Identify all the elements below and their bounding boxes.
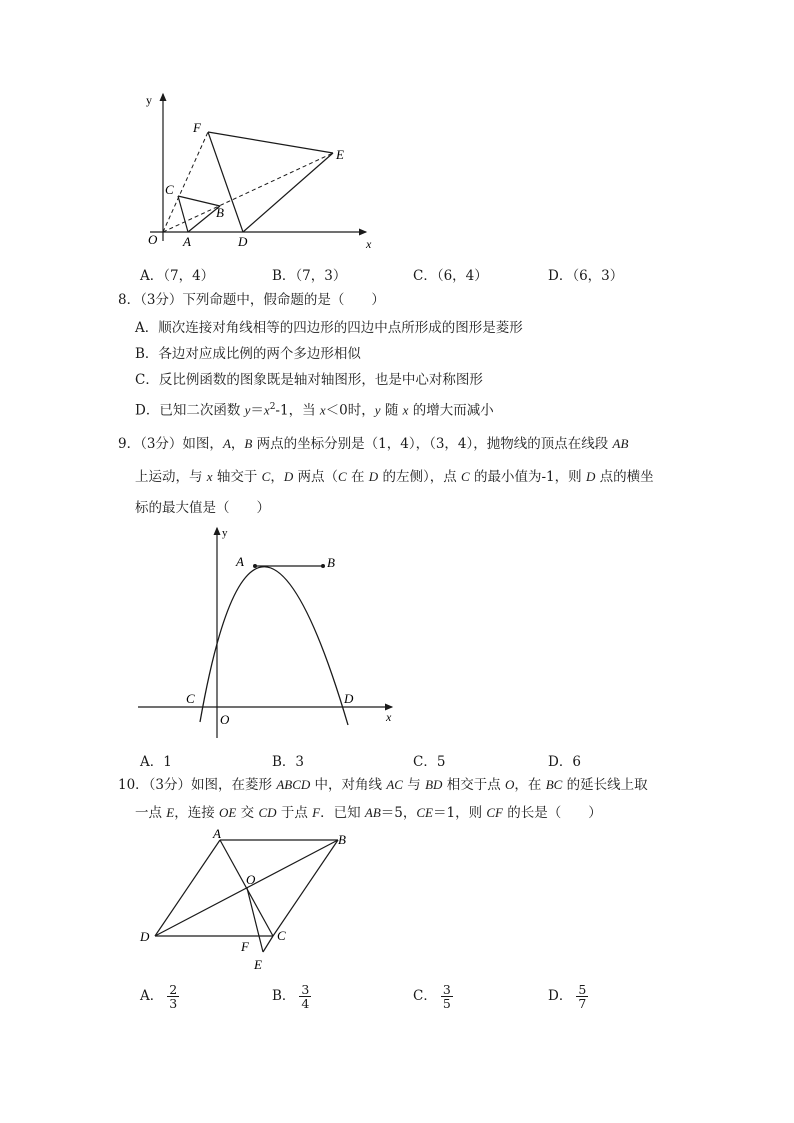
q9-label-c: C — [186, 691, 195, 706]
q10-option-b: B． $\frac{3}{4}$ — [272, 982, 310, 1012]
q9-point-b — [321, 564, 325, 568]
q10-label-c: C — [277, 928, 286, 943]
q9-option-a: A．1 — [140, 754, 172, 770]
q7-line-ca — [178, 196, 188, 232]
q10-stem-line-2: 一点 E，连接 OE 交 CD 于点 F．已知 AB＝5，CE＝1，则 CF 的长是（ ） — [135, 805, 602, 821]
q7-line-ed — [243, 153, 333, 232]
q9-option-d: D．6 — [548, 754, 581, 770]
q8-option-d: D．已知二次函数 $y=x^2-1$，当 x＜0时，y 随 x 的增大而减小 — [135, 402, 494, 419]
q9-figure — [130, 522, 400, 742]
q7-dash-oe — [163, 153, 333, 232]
q7-label-x: x — [366, 237, 372, 251]
q9-parabola — [200, 567, 348, 725]
q9-label-b: B — [327, 555, 335, 570]
q7-label-f: F — [193, 120, 201, 135]
q7-line-cb — [178, 196, 220, 206]
q10-extension-ce — [263, 936, 273, 952]
q10-figure — [130, 826, 360, 976]
q8-stem: 8．（3分）下列命题中，假命题的是（ ） — [118, 292, 385, 308]
q10-label-o: O — [246, 872, 256, 887]
q7-label-d: D — [238, 234, 248, 249]
q9-label-y: y — [222, 527, 228, 539]
q10-label-d: D — [140, 929, 150, 944]
q9-label-x: x — [386, 710, 392, 724]
q10-option-c: C． $\frac{3}{5}$ — [413, 982, 451, 1012]
q10-diagonal-bd — [155, 840, 338, 936]
q9-stem-line-1: 9．（3分）如图，A，B 两点的坐标分别是（1，4），（3，4），抛物线的顶点在线段 AB — [118, 436, 629, 452]
q7-option-c: C．（6，4） — [413, 268, 488, 284]
q9-point-a — [253, 564, 257, 568]
q10-segment-oe — [247, 888, 263, 952]
q7-line-df — [208, 132, 243, 232]
q7-label-b: B — [216, 205, 224, 220]
q9-stem-line-3: 标的最大值是（ ） — [135, 500, 270, 516]
q8-option-a: A．顺次连接对角线相等的四边形的四边中点所形成的图形是菱形 — [135, 320, 523, 336]
q9-label-o: O — [220, 712, 230, 727]
q9-label-a: A — [236, 554, 244, 569]
q8-option-c: C．反比例函数的图象既是轴对轴图形，也是中心对称图形 — [135, 372, 483, 388]
q7-label-c: C — [165, 182, 174, 197]
q10-side-bc — [273, 840, 338, 936]
q7-label-a: A — [183, 234, 191, 249]
q9-label-d: D — [344, 691, 354, 706]
q10-label-e: E — [254, 957, 262, 972]
q7-figure — [130, 86, 390, 258]
q7-label-o: O — [148, 232, 158, 247]
q10-label-a: A — [213, 826, 221, 841]
q7-line-fe — [208, 132, 333, 153]
q10-label-b: B — [338, 832, 346, 847]
q7-label-y: y — [146, 93, 152, 107]
q7-label-e: E — [336, 147, 344, 162]
q10-option-d: D． $\frac{5}{7}$ — [548, 982, 587, 1012]
q9-option-c: C．5 — [413, 754, 446, 770]
q9-option-b: B．3 — [272, 754, 305, 770]
q7-option-a: A．（7，4） — [140, 268, 215, 284]
q10-label-f: F — [241, 939, 249, 954]
q10-side-da — [155, 840, 220, 936]
q7-option-d: D．（6，3） — [548, 268, 624, 284]
q8-option-b: B．各边对应成比例的两个多边形相似 — [135, 346, 361, 362]
q7-option-b: B．（7，3） — [272, 268, 347, 284]
q10-option-a: A． $\frac{2}{3}$ — [140, 982, 178, 1012]
q9-stem-line-2: 上运动，与 x 轴交于 C，D 两点（C 在 D 的左侧），点 C 的最小值为-1，则 D 点的横坐 — [135, 469, 654, 485]
q10-stem-line-1: 10．（3分）如图，在菱形 ABCD 中，对角线 AC 与 BD 相交于点 O，在 BC 的延长线上取 — [118, 777, 648, 793]
